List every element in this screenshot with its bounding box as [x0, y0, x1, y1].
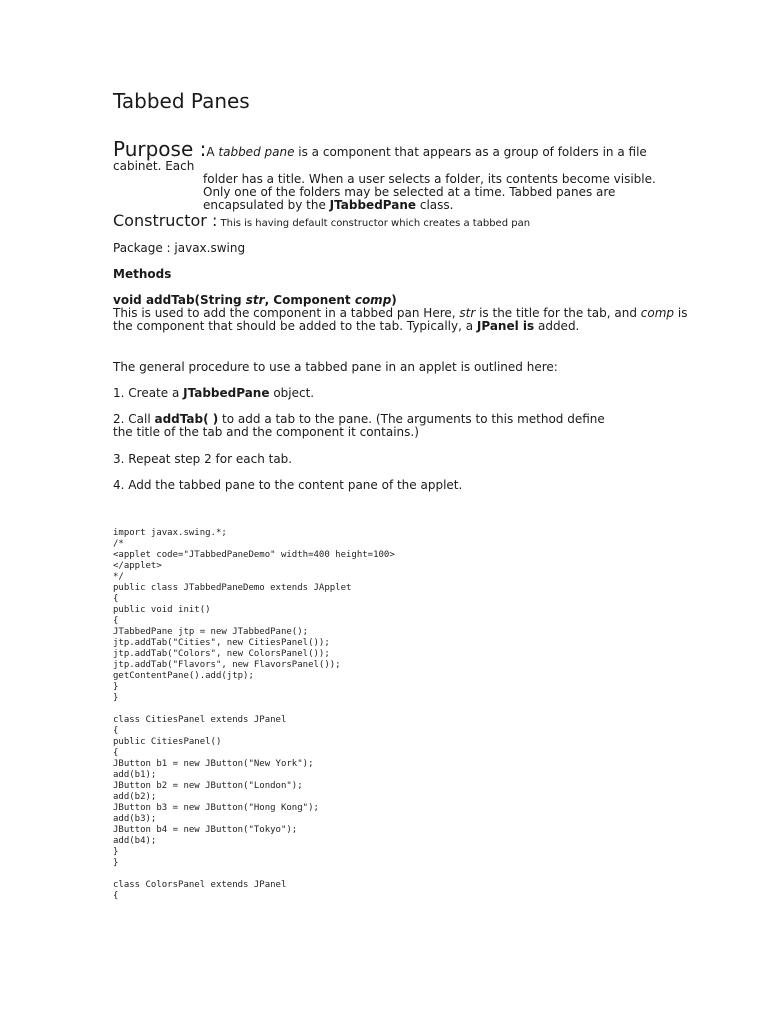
purpose-line-3: folder has a title. When a user selects a folder, its contents become visible. [203, 172, 656, 186]
code-block-applet: import javax.swing.*; /* <applet code="JTabbedPaneDemo" width=400 height=100> </applet> */ public class JTabbedPaneDemo extends JApplet { public void init() { JTabbedPane jtp = new JTabbedPane(); jtp.addTab("Cities", new CitiesPanel()); jtp.addTab("Colors", new ColorsPanel()); jtp.addTab("Flavors", new FlavorsPanel()); getContentPane().add(jtp); } } [113, 528, 395, 703]
constructor-paragraph [113, 211, 530, 230]
step-1-a: 1. Create a [113, 386, 184, 400]
step-3: 3. Repeat step 2 for each tab. [113, 452, 293, 466]
package-line: Package : javax.swing [113, 241, 246, 255]
purpose-line-5-pre: encapsulated by the [203, 198, 330, 212]
purpose-line-2: cabinet. Each [113, 159, 195, 173]
step-1-b: JTabbedPane [183, 386, 270, 400]
method-sig-4: comp [354, 293, 392, 307]
method-sig-1: void addTab(String [113, 293, 246, 307]
method-desc-2a: the component that should be added to the tab. Typically, a [113, 319, 477, 333]
method-sig-2: str [245, 293, 265, 307]
purpose-heading: Purpose : [113, 137, 207, 161]
code-block-colors-panel: class ColorsPanel extends JPanel { [113, 880, 287, 901]
purpose-line-5-post: class. [416, 198, 454, 212]
method-desc-line-2 [113, 320, 579, 333]
method-desc-1b: str [459, 306, 476, 320]
constructor-desc: This is having default constructor which creates a tabbed pan [217, 218, 531, 229]
step-2-c: to add a tab to the pane. (The arguments to this method define [218, 412, 605, 426]
method-desc-1e: is [674, 306, 688, 320]
methods-heading-text: Methods [113, 267, 172, 281]
purpose-line-5-bold: JTabbedPane [329, 198, 417, 212]
step-1-c: object. [269, 386, 315, 400]
method-desc-1d: comp [640, 306, 675, 320]
step-2-b: addTab( ) [154, 412, 219, 426]
purpose-text-post: is a component that appears as a group of folders in a file [294, 145, 647, 159]
step-2-line-2: the title of the tab and the component it contains.) [113, 425, 419, 439]
purpose-text-em: tabbed pane [218, 145, 295, 159]
code-block-cities-panel: class CitiesPanel extends JPanel { public CitiesPanel() { JButton b1 = new JButton("New York"); add(b1); JButton b2 = new JButton("London"); add(b2); JButton b3 = new JButton("Hong Kong"); add(b3); JButton b4 = new JButton("Tokyo"); add(b4); } } [113, 715, 319, 868]
purpose-line-4: Only one of the folders may be selected at a time. Tabbed panes are [203, 185, 616, 199]
step-4: 4. Add the tabbed pane to the content pane of the applet. [113, 478, 463, 492]
purpose-text-pre: A [206, 145, 219, 159]
page-title: Tabbed Panes [113, 89, 250, 113]
method-desc-2c: added. [534, 319, 580, 333]
method-desc-2b: JPanel is [476, 319, 535, 333]
method-desc-1a: This is used to add the component in a tabbed pan Here, [113, 306, 460, 320]
step-2-a: 2. Call [113, 412, 155, 426]
methods-heading [113, 268, 171, 281]
procedure-intro: The general procedure to use a tabbed pane in an applet is outlined here: [113, 360, 558, 374]
method-sig-5: ) [391, 293, 397, 307]
method-sig-3: , Component [264, 293, 355, 307]
method-desc-1c: is the title for the tab, and [475, 306, 641, 320]
constructor-heading: Constructor : [113, 211, 218, 230]
purpose-paragraph [113, 137, 647, 161]
step-1 [113, 387, 314, 400]
